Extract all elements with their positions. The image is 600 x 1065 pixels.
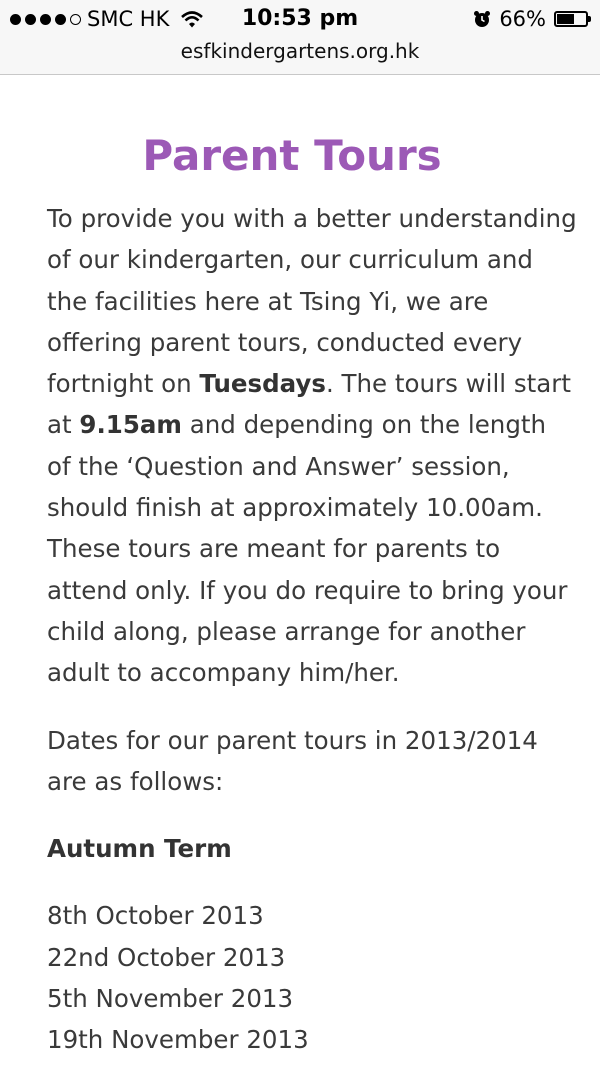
intro-paragraph: [47, 198, 577, 694]
date-item: 19th November 2013: [47, 1025, 309, 1055]
intro-text-2: . The tours will start at: [47, 369, 571, 440]
alarm-clock-icon: [473, 10, 491, 28]
tour-day: Tuesdays: [199, 369, 326, 399]
status-bar: [0, 0, 600, 40]
status-time: 10:53 pm: [241, 6, 359, 31]
term-heading: Autumn Term: [47, 834, 232, 864]
date-list: [47, 895, 577, 1060]
date-item: 22nd October 2013: [47, 942, 286, 972]
intro-text-1: To provide you with a better understanding of our kindergarten, our curriculum and the facilities here at Tsing Yi, we are offering parent tours, conducted every fortnight on: [47, 204, 577, 399]
battery-percent: 66%: [499, 7, 546, 31]
carrier-name: SMC HK: [87, 7, 170, 31]
page-title: Parent Tours: [142, 131, 442, 180]
status-right: [473, 7, 588, 31]
dates-intro: Dates for our parent tours in 2013/2014 are as follows:: [47, 725, 538, 796]
battery-fill: [557, 14, 574, 24]
browser-chrome: [0, 0, 600, 75]
page-content: [47, 128, 577, 1061]
battery-icon: [554, 11, 588, 27]
tour-start-time: 9.15am: [79, 410, 182, 440]
intro-text-3: and depending on the length of the ‘Question and Answer’ session, should finish at approximately 10.00am. These tours are meant for parents to attend only. If you do require to bring your child along, please arrange for another adult to accompany him/her.: [47, 410, 568, 688]
address-bar[interactable]: esfkindergartens.org.hk: [180, 39, 420, 63]
date-item: 5th November 2013: [47, 984, 294, 1014]
date-item: 8th October 2013: [47, 901, 264, 931]
